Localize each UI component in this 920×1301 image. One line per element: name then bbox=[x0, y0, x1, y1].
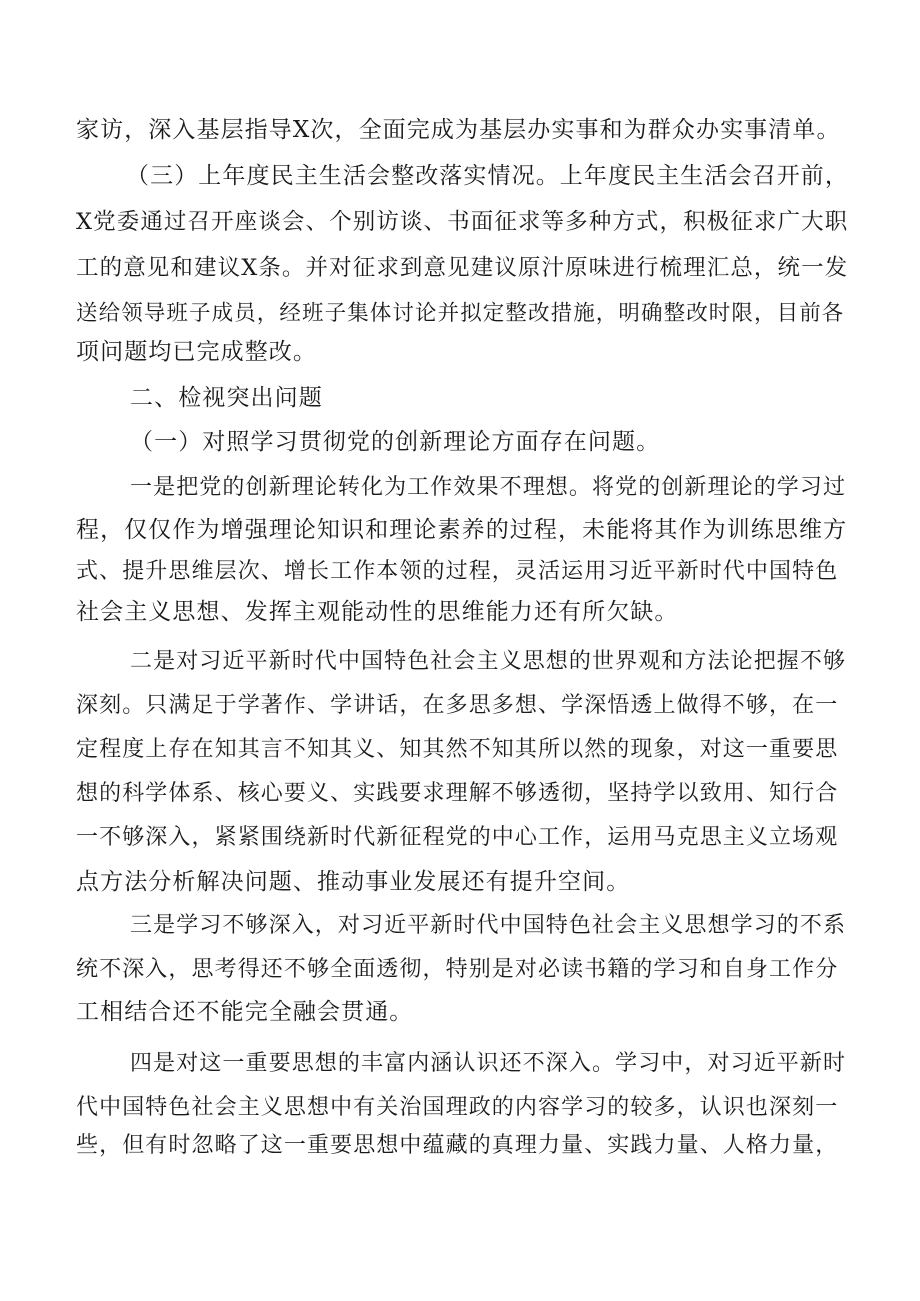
text-line: 工的意见和建议X条。并对征求到意见建议原汁原味进行梳理汇总，统一发 bbox=[76, 255, 849, 281]
text-line: 送给领导班子成员，经班子集体讨论并拟定整改措施，明确整改时限，目前各 bbox=[76, 301, 845, 326]
text-line: X党委通过召开座谈会、个别访谈、书面征求等多种方式，积极征求广大职 bbox=[76, 209, 849, 235]
text-line: 项问题均已完成整改。 bbox=[76, 339, 317, 365]
text-line: 二是对习近平新时代中国特色社会主义思想的世界观和方法论把握不够 bbox=[130, 649, 847, 674]
text-line: 些，但有时忽略了这一重要思想中蕴藏的真理力量、实践力量、人格力量， bbox=[76, 1133, 839, 1158]
text-line: 统不深入，思考得还不够全面透彻，特别是对必读书籍的学习和自身工作分 bbox=[76, 957, 839, 982]
text-line: 式、提升思维层次、增长工作本领的过程，灵活运用习近平新时代中国特色 bbox=[76, 559, 839, 584]
text-line: 点方法分析解决问题、推动事业发展还有提升空间。 bbox=[76, 869, 631, 895]
text-line: 工相结合还不能完全融会贯通。 bbox=[76, 999, 414, 1025]
subsection-heading: （一）对照学习贯彻党的创新理论方面存在问题。 bbox=[130, 429, 661, 455]
text-line: 深刻。只满足于学著作、学讲话，在多思多想、学深悟透上做得不够，在一 bbox=[76, 693, 839, 718]
text-line: 一不够深入，紧紧围绕新时代新征程党的中心工作，运用马克思主义立场观 bbox=[76, 825, 839, 850]
text-line: 一是把党的创新理论转化为工作效果不理想。将党的创新理论的学习过 bbox=[130, 475, 847, 500]
text-line: 想的科学体系、核心要义、实践要求理解不够透彻，坚持学以致用、知行合 bbox=[76, 781, 839, 806]
section-heading: 二、检视突出问题 bbox=[130, 385, 323, 411]
text-line: 代中国特色社会主义思想中有关治国理政的内容学习的较多，认识也深刻一 bbox=[76, 1095, 839, 1120]
text-line: 社会主义思想、发挥主观能动性的思维能力还有所欠缺。 bbox=[76, 599, 679, 625]
text-line: 四是对这一重要思想的丰富内涵认识还不深入。学习中，对习近平新时 bbox=[130, 1051, 847, 1076]
text-line: 程，仅仅作为增强理论知识和理论素养的过程，未能将其作为训练思维方 bbox=[76, 517, 848, 543]
text-line: 三是学习不够深入，对习近平新时代中国特色社会主义思想学习的不系 bbox=[130, 913, 847, 938]
text-line: 定程度上存在知其言不知其义、知其然不知其所以然的现象，对这一重要思 bbox=[76, 737, 839, 762]
text-line: （三）上年度民主生活会整改落实情况。上年度民主生活会召开前， bbox=[126, 163, 849, 189]
text-line: 家访，深入基层指导X次，全面完成为基层办实事和为群众办实事清单。 bbox=[76, 117, 841, 143]
